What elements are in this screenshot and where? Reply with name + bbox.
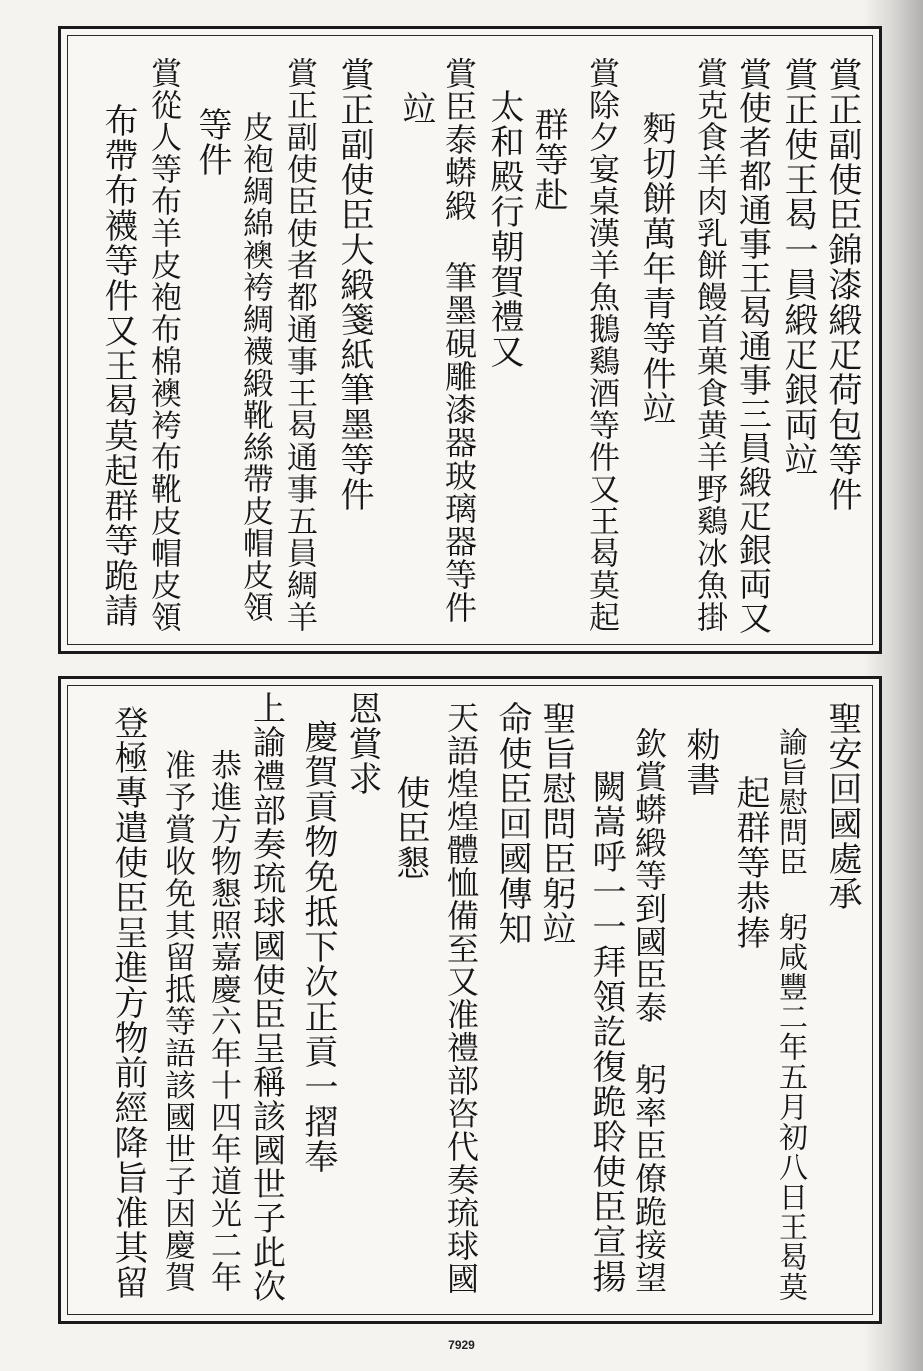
text-column: 賞正副使臣大緞箋紙筆墨等件 [334, 57, 374, 512]
text-column: 賞除夕宴桌漢羊魚鵝鷄酒等件又王曷莫起 [583, 57, 619, 633]
text-column: 使臣懇 [390, 775, 430, 880]
text-column: 聖安回國處承 [822, 701, 862, 911]
page-number: 7929 [448, 1338, 475, 1352]
text-column: 賞正使王曷一員緞疋銀両竝 [778, 57, 818, 477]
text-column: 闕嵩呼一一拜領訖復跪聆使臣宣揚 [586, 769, 626, 1294]
text-column: 太和殿行朝賀禮又 [484, 89, 524, 369]
text-column: 賞臣泰蟒緞 筆墨硯雕漆器玻璃器等件 [440, 57, 478, 624]
text-column: 聖旨慰問臣躬竝 [536, 701, 576, 946]
text-column: 等件 [192, 107, 232, 177]
text-column: 皮袍綢綿襖袴綢襪緞靴絲帶皮帽皮領 [237, 111, 273, 623]
text-column: 賞使者都通事王曷通事三員緞疋銀両又 [734, 57, 773, 635]
text-column: 賞正副使臣使者都通事王曷通事五員綢羊 [281, 57, 317, 633]
text-column: 恭進方物懇照嘉慶六年十四年道光二年 [205, 749, 241, 1293]
text-column: 賞從人等布羊皮袍布棉襖袴布靴皮帽皮領 [145, 57, 181, 633]
text-column: 起群等恭捧 [730, 775, 770, 950]
text-column: 群等赴 [528, 107, 568, 212]
text-column: 賞正副使臣錦漆緞疋荷包等件 [822, 57, 862, 512]
text-column: 天語煌煌體恤備至又准禮部咨代奏琉球國 [442, 701, 480, 1295]
text-column: 慶賀貢物免抵下次正貢一摺奉 [298, 719, 338, 1174]
text-column: 諭旨慰問臣 躬咸豐二年五月初八日王曷莫 [775, 727, 809, 1302]
text-column: 登極專遣使臣呈進方物前經降旨准其留 [108, 705, 148, 1300]
text-column: 勑書 [680, 727, 720, 797]
text-column: 欽賞蟒緞等到國臣泰 躬率臣僚跪接望 [630, 727, 668, 1294]
text-column: 賞克食羊肉乳餅饅首菓食黄羊野鷄冰魚掛 [691, 57, 727, 633]
text-column: 恩賞求 [342, 691, 382, 796]
text-column: 竝 [396, 91, 436, 126]
text-column: 命使臣回國傳知 [492, 701, 532, 946]
text-column: 布帶布襪等件又王曷莫起群等跪請 [98, 103, 138, 628]
text-column: 麪切餅萬年青等件竝 [636, 111, 676, 426]
text-column: 准予賞收免其留抵等語該國世子因慶賀 [159, 749, 195, 1293]
top-page-panel [58, 26, 882, 654]
bottom-page-panel [58, 676, 882, 1324]
text-column: 上諭禮部奏琉球國使臣呈稱該國世子此次 [248, 691, 287, 1303]
